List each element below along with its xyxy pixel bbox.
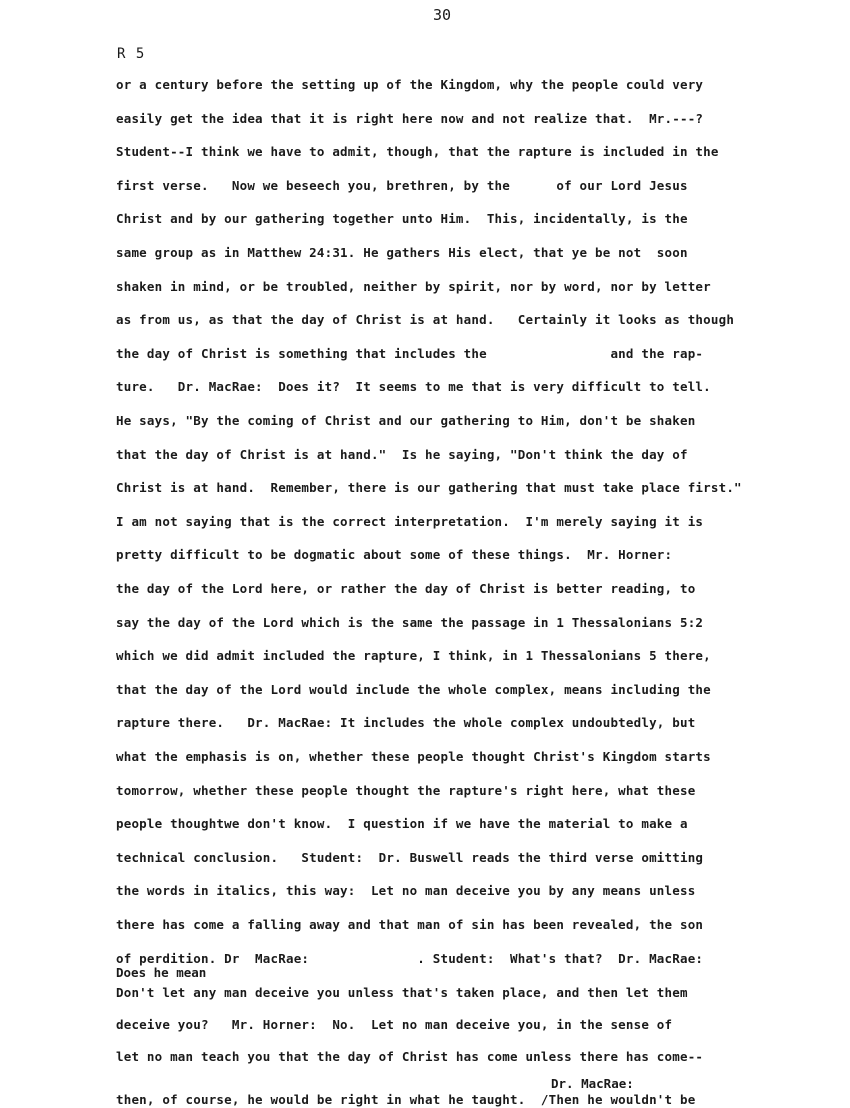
- text-line: Student--I think we have to admit, though, that the rapture is included in the: [116, 144, 719, 159]
- text-line: that the day of Christ is at hand." Is he saying, "Don't think the day of: [116, 447, 688, 462]
- section-mark: R 5: [117, 46, 146, 62]
- text-line: Don't let any man deceive you unless that's taken place, and then let them: [116, 985, 688, 1000]
- text-line: the day of Christ is something that includes the and the rap-: [116, 346, 704, 361]
- text-line: I am not saying that is the correct interpretation. I'm merely saying it is: [116, 514, 704, 529]
- text-line: let no man teach you that the day of Christ has come unless there has come--: [116, 1049, 704, 1064]
- text-line: deceive you? Mr. Horner: No. Let no man deceive you, in the sense of: [116, 1017, 673, 1032]
- text-line: the day of the Lord here, or rather the day of Christ is better reading, to: [116, 581, 696, 596]
- text-line: ture. Dr. MacRae: Does it? It seems to me that is very difficult to tell.: [116, 379, 711, 394]
- text-line: technical conclusion. Student: Dr. Buswell reads the third verse omitting: [116, 850, 704, 865]
- text-line: He says, "By the coming of Christ and our gathering to Him, don't be shaken: [116, 413, 696, 428]
- text-line: of perdition. Dr MacRae: . Student: What's that? Dr. MacRae:: [116, 951, 704, 966]
- text-line: or a century before the setting up of the Kingdom, why the people could very: [116, 77, 704, 92]
- text-line: easily get the idea that it is right here now and not realize that. Mr.---?: [116, 111, 704, 126]
- text-line: as from us, as that the day of Christ is at hand. Certainly it looks as though: [116, 312, 735, 327]
- text-line: say the day of the Lord which is the same the passage in 1 Thessalonians 5:2: [116, 615, 704, 630]
- text-line: Christ is at hand. Remember, there is our gathering that must take place first.": [116, 480, 742, 495]
- text-line: tomorrow, whether these people thought the rapture's right here, what these: [116, 783, 696, 798]
- text-line: Christ and by our gathering together unto Him. This, incidentally, is the: [116, 211, 688, 226]
- margin-note: Dr. MacRae:: [551, 1076, 634, 1091]
- text-line: that the day of the Lord would include the whole complex, means including the: [116, 682, 711, 697]
- insert-line: Does he mean: [116, 965, 207, 980]
- text-line: the words in italics, this way: Let no man deceive you by any means unless: [116, 883, 696, 898]
- text-line: pretty difficult to be dogmatic about some of these things. Mr. Horner:: [116, 547, 673, 562]
- text-line: there has come a falling away and that man of sin has been revealed, the son: [116, 917, 704, 932]
- page-number: 30: [433, 6, 452, 24]
- text-line: what the emphasis is on, whether these people thought Christ's Kingdom starts: [116, 749, 711, 764]
- text-line: first verse. Now we beseech you, brethren, by the of our Lord Jesus: [116, 178, 688, 193]
- text-line: which we did admit included the rapture, I think, in 1 Thessalonians 5 there,: [116, 648, 711, 663]
- text-line: people thoughtwe don't know. I question if we have the material to make a: [116, 816, 688, 831]
- text-line: shaken in mind, or be troubled, neither by spirit, nor by word, nor by letter: [116, 279, 711, 294]
- text-line: same group as in Matthew 24:31. He gathers His elect, that ye be not soon: [116, 245, 688, 260]
- last-line: then, of course, he would be right in what he taught. /Then he wouldn't be: [116, 1092, 696, 1107]
- text-line: rapture there. Dr. MacRae: It includes the whole complex undoubtedly, but: [116, 715, 696, 730]
